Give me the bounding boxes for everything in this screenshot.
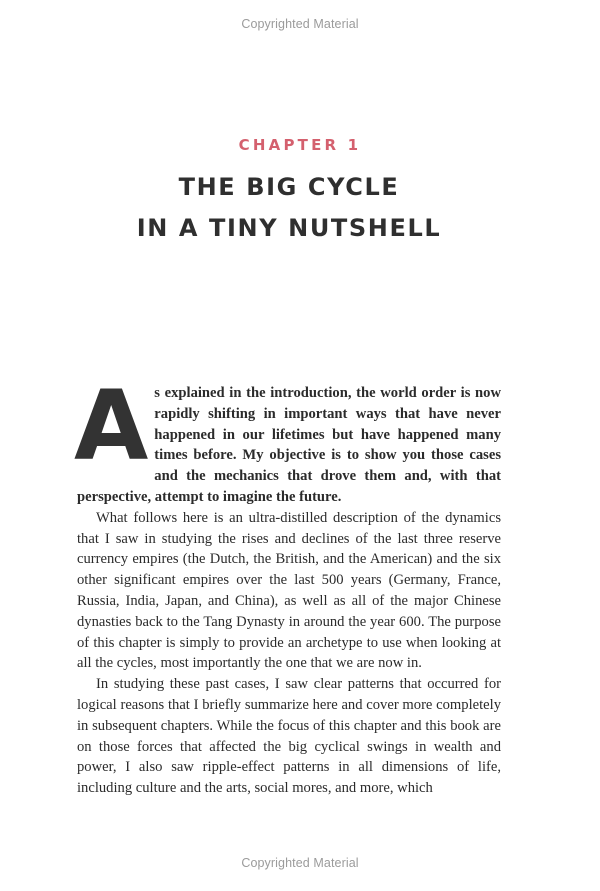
chapter-title-line-2: IN A TINY NUTSHELL: [136, 214, 442, 242]
copyright-watermark-bottom: Copyrighted Material: [241, 856, 359, 870]
chapter-title-line-1: THE BIG CYCLE: [178, 173, 400, 201]
chapter-body: [74, 370, 501, 799]
lead-paragraph-text: s explained in the introduction, the world order is now rapidly shifting in important ways that have never happened in our lifetimes but have happened many times before. My objective is to show you those cases and the mechanics that drove them and, with that perspective, attempt to imagine the future.: [77, 385, 501, 505]
chapter-label: CHAPTER 1: [238, 136, 362, 154]
body-paragraph: In studying these past cases, I saw clear patterns that occurred for logical reasons that I briefly summarize here and cover more completely in subsequent chapters. While the focus of this chapter and this book are on those forces that affected the big cyclical swings in wealth and power, I also saw ripple-effect patterns in all dimensions of life, including culture and the arts, social mores, and more, which: [77, 676, 501, 797]
body-paragraph: What follows here is an ultra-distilled description of the dynamics that I saw in studying the rises and declines of the last three reserve currency empires (the Dutch, the British, and the American) and the six other significant empires over the last 500 years (Germany, France, Russia, India, Japan, and China), as well as all of the major Chinese dynasties back to the Tang Dynasty in around the year 600. The purpose of this chapter is simply to provide an archetype to use when looking at all the cycles, most importantly the one that we are now in.: [77, 509, 501, 672]
drop-cap-letter: A: [74, 370, 149, 482]
copyright-watermark-top: Copyrighted Material: [241, 17, 359, 31]
chapter-title: [0, 167, 578, 249]
lead-paragraph: [74, 370, 501, 508]
